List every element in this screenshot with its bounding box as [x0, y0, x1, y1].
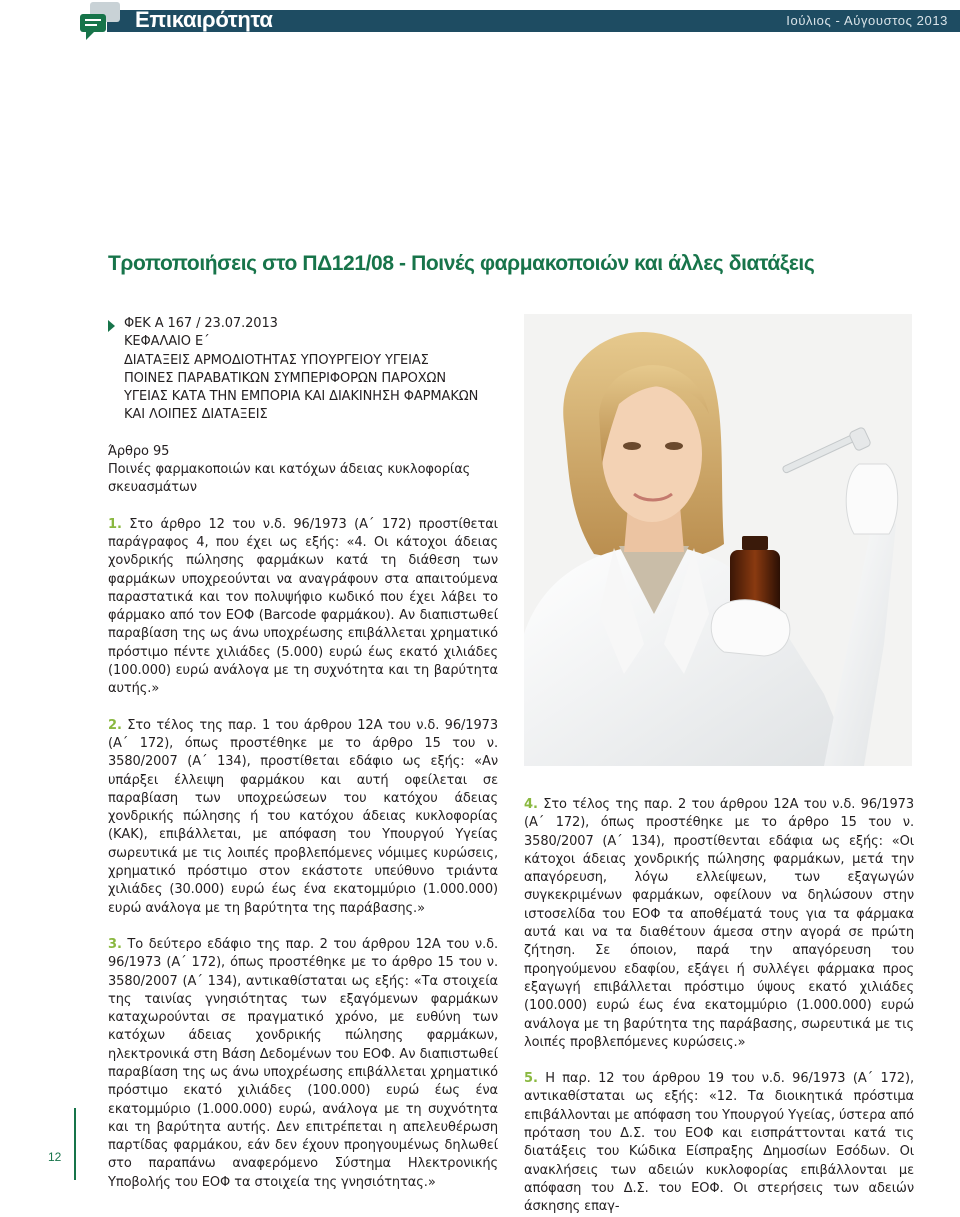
paragraph-item-1 [108, 516, 498, 699]
item-text: Στο άρθρο 12 του ν.δ. 96/1973 (Α΄ 172) προστίθεται παράγραφος 4, που έχει ως εξής: «4. Οι κάτοχοι άδειας χονδρικής πώλησης φαρμάκων κατά τη διάθεση των φαρμάκων υποχρεούνται να αναγράφουν στα απαιτούμενα παραστατικά και τον πολυψήφιο κωδικό που έχει λάβει το φάρμακο από τον ΕΟΦ (Barcode φαρμάκου). Αν διαπιστωθεί παραβίαση της ως άνω υποχρέωσης επιβάλλεται χρηματικό πρόστιμο πέντε χιλιάδες (5.000) ευρώ έως εκατό χιλιάδες (100.000) ευρώ ανάλογα με τη συχνότητα και τη βαρύτητα αυτής.» [108, 516, 498, 697]
preamble-line: ΔΙΑΤΑΞΕΙΣ ΑΡΜΟΔΙΟΤΗΤΑΣ ΥΠΟΥΡΓΕΙΟΥ ΥΓΕΙΑΣ [124, 352, 429, 368]
article-title: Τροποποιήσεις στο ΠΔ121/08 - Ποινές φαρμακοποιών και άλλες διατάξεις [108, 252, 815, 275]
preamble-line: ΥΓΕΙΑΣ ΚΑΤΑ ΤΗΝ ΕΜΠΟΡΙΑ ΚΑΙ ΔΙΑΚΙΝΗΣΗ ΦΑΡΜΑΚΩΝ [124, 389, 479, 405]
item-number: 2. [108, 717, 122, 733]
article-subject: Ποινές φαρμακοποιών και κατόχων άδειας κυκλοφορίας σκευασμάτων [108, 462, 471, 496]
item-text: Η παρ. 12 του άρθρου 19 του ν.δ. 96/1973 (Α΄ 172), αντικαθίσταται ως εξής: «12. Τα διοικητικά πρόστιμα επιβάλλονται με απόφαση του Υπουργού Υγείας, ύστερα από πρόταση του Δ.Σ. του ΕΟΦ και εισπράττονται κατά τις διατάξεις του Κώδικα Είσπραξης Δημοσίων Εσόδων. Οι ανακλήσεις των αδειών κυκλοφορίας επιβάλλονται με απόφαση του Δ.Σ. του ΕΟΦ. Οι στερήσεις των αδειών άσκησης επαγ- [524, 1071, 914, 1215]
section-title: Επικαιρότητα [135, 7, 273, 32]
item-number: 3. [108, 936, 122, 952]
left-column [108, 315, 498, 1192]
preamble-line: ΚΑΙ ΛΟΙΠΕΣ ΔΙΑΤΑΞΕΙΣ [124, 407, 268, 423]
item-text: Στο τέλος της παρ. 1 του άρθρου 12Α του ν.δ. 96/1973 (Α΄ 172), όπως προστέθηκε με το άρθρο 15 του ν. 3580/2007 (Α΄ 134), προστίθεται εδάφιο ως εξής: «Αν υπάρξει έλλειψη φαρμάκου και αυτή οφείλεται σε παραβίαση των υποχρεώσεων του κατόχου άδειας χονδρικής πώλησης ή του κατόχου άδειας κυκλοφορίας (ΚΑΚ), επιβάλλεται, με απόφαση του Υπουργού Υγείας σωρευτικά με τις λοιπές προβλεπόμενες νόμιμες κυρώσεις, χρηματικό πρόστιμο στον εκάστοτε υπεύθυνο τριάντα χιλιάδες (30.000) ευρώ έως ένα εκατομμύριο (1.000.000) ευρώ ανάλογα με τη βαρύτητα της παράβασης.» [108, 717, 498, 916]
paragraph-item-4 [524, 796, 914, 1052]
item-number: 1. [108, 516, 122, 532]
speech-bubbles-icon [76, 0, 126, 44]
preamble-line: ΦΕΚ Α 167 / 23.07.2013 [124, 316, 278, 331]
issue-date: Ιούλιος - Αύγουστος 2013 [786, 13, 948, 28]
paragraph-item-2 [108, 717, 498, 918]
item-text: Στο τέλος της παρ. 2 του άρθρου 12Α του ν.δ. 96/1973 (Α΄ 172), όπως προστέθηκε με το άρθρο 15 του ν. 3580/2007 (Α΄ 134), προστίθενται εδάφια ως εξής: «Οι κάτοχοι άδειας χονδρικής πώλησης φαρμάκων, μετά την απαγόρευση, λόγω ελλείψεων, των εξαγωγών συγκεκριμένων φαρμάκων, οφείλουν να δηλώσουν στην ιστοσελίδα του ΕΟΦ τα αποθέματά τους για τα φάρμακα αυτά και να τα διαθέτουν άμεσα στην αγορά σε πρώτη ζήτηση. Σε όποιον, παρά την απαγόρευση του προηγούμενου εδαφίου, εξάγει ή συλλέγει φάρμακα προς εξαγωγή επιβάλλεται πρόστιμο ύψους εκατό χιλιάδες (100.000) ευρώ έως ένα εκατομμύριο (1.000.000) ευρώ ανάλογα με τη βαρύτητα της παράβασης, σωρευτικά με τις λοιπές προβλεπόμενες κυρώσεις.» [524, 797, 914, 1050]
preamble [108, 315, 498, 425]
item-number: 5. [524, 1071, 538, 1087]
preamble-line: ΚΕΦΑΛΑΙΟ Ε΄ [124, 334, 210, 350]
right-column [524, 796, 914, 1217]
page-number: 12 [48, 1150, 62, 1164]
pharmacist-photo [524, 314, 912, 766]
page-rule [74, 1108, 76, 1180]
paragraph-item-3 [108, 936, 498, 1192]
paragraph-item-5 [524, 1070, 914, 1216]
article-number: Άρθρο 95 [108, 443, 170, 459]
pharmacist-illustration [524, 314, 912, 766]
preamble-line: ΠΟΙΝΕΣ ΠΑΡΑΒΑΤΙΚΩΝ ΣΥΜΠΕΡΙΦΟΡΩΝ ΠΑΡΟΧΩΝ [124, 370, 446, 386]
item-number: 4. [524, 797, 538, 812]
item-text: Το δεύτερο εδάφιο της παρ. 2 του άρθρου 12Α του ν.δ. 96/1973 (Α΄ 172), όπως προστέθηκε με το άρθρο 15 του ν. 3580/2007 (Α΄ 134), αντικαθίσταται ως εξής: «Τα στοιχεία της ταινίας γνησιότητας των εξαγόμενων φαρμάκων καταχωρούνται σε πραγματικό χρόνο, με ευθύνη των κατόχων άδειας χονδρικής πώλησης φαρμάκων, ηλεκτρονικά στη Βάση Δεδομένων του ΕΟΦ. Αν διαπιστωθεί παραβίαση της ως άνω υποχρέωσης επιβάλλεται χρηματικό πρόστιμο εκατό χιλιάδες (100.000) ευρώ έως ένα εκατομμύριο (1.000.000) ευρώ, ανάλογα με τη συχνότητα και τη βαρύτητα αυτής. Δεν επιτρέπεται η απελευθέρωση παρτίδας φαρμάκου, εάν δεν έχουν προηγουμένως δηλωθεί στο παραπάνω αναφερόμενο Σύστημα Ηλεκτρονικής Υποβολής του ΕΟΦ τα στοιχεία της γνησιότητας.» [108, 936, 498, 1190]
